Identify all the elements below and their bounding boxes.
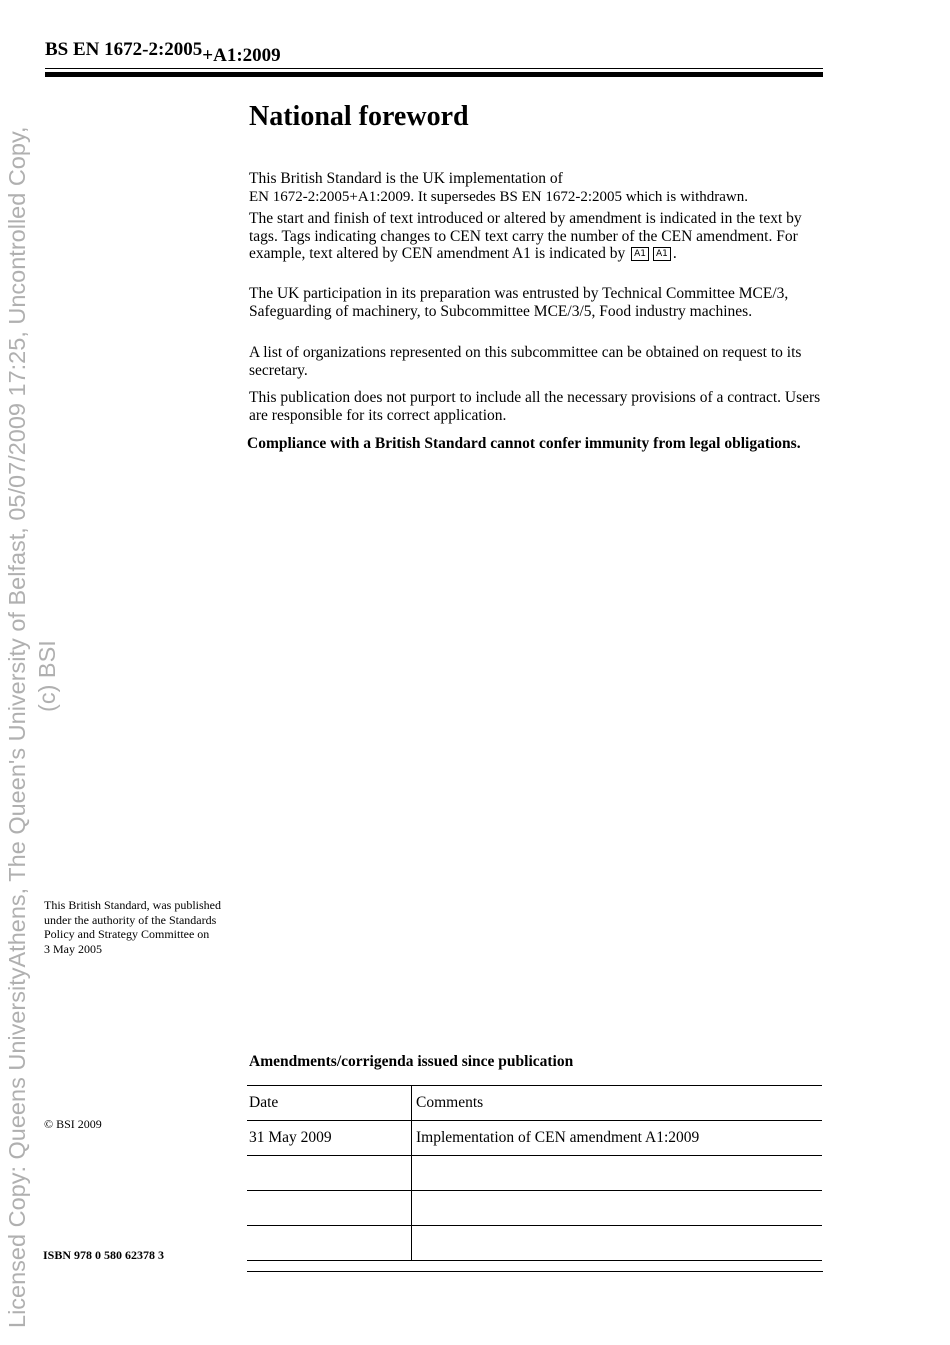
row-date: 31 May 2009 (247, 1121, 412, 1156)
header-rule-thin (45, 68, 823, 69)
compliance-statement: Compliance with a British Standard cannot confer immunity from legal obligations. (247, 435, 801, 452)
amendments-table (247, 1085, 822, 1261)
copyright: © BSI 2009 (44, 1117, 102, 1131)
paragraph-participation: The UK participation in its preparation was entrusted by Technical Committee MCE/3, Safeguarding of machinery, to Subcommittee MCE/3/5, Food industry machines. (249, 285, 789, 320)
p1-line-2-text: EN 1672-2:2005+A1:2009. It supersedes BS EN 1672-2:2005 which is (249, 188, 677, 205)
isbn: ISBN 978 0 580 62378 3 (43, 1248, 165, 1262)
watermark-line-2: (c) BSI (34, 640, 60, 712)
table-header-row (247, 1086, 822, 1121)
tag-open-icon: A1 (631, 247, 649, 261)
row-date (247, 1191, 412, 1226)
watermark-line-1: Licensed Copy: Queens UniversityAthens, The Queen's University of Belfast, 05/07/2009 17:25, Uncontrolled Copy, (4, 126, 30, 1328)
standard-number: BS EN 1672-2:2005 (45, 39, 203, 60)
publication-date: 3 May 2005 (44, 942, 102, 957)
bottom-rule (247, 1271, 823, 1272)
paragraph-implementation (249, 170, 829, 206)
tag-close-icon: A1 (653, 247, 671, 261)
p1-withdrawn: withdrawn. (680, 188, 748, 205)
row-comment (412, 1226, 823, 1261)
amendments-heading: Amendments/corrigenda issued since publication (249, 1053, 574, 1070)
header-rule-thick (45, 72, 823, 77)
amendment-number: +A1:2009 (202, 45, 281, 66)
column-header-comments: Comments (412, 1086, 823, 1121)
watermark (0, 0, 70, 1345)
running-header (45, 38, 281, 66)
paragraph-organizations: A list of organizations represented on this subcommittee can be obtained on request to its secretary. (249, 344, 802, 379)
row-date (247, 1156, 412, 1191)
p2-text: The start and finish of text introduced or altered by amendment is indicated in the text by tags. Tags indicating changes to CEN text carry the number of the CEN amendment. For example, text altered by CEN amendment A1 is indicated by (249, 210, 802, 262)
table-row (247, 1156, 822, 1191)
row-comment (412, 1156, 823, 1191)
row-comment (412, 1191, 823, 1226)
table-row (247, 1121, 822, 1156)
table-row (247, 1191, 822, 1226)
row-comment: Implementation of CEN amendment A1:2009 (412, 1121, 823, 1156)
page-title: National foreword (249, 101, 469, 132)
publication-note (44, 898, 234, 957)
p1-line-1: This British Standard is the UK implementation of (249, 170, 563, 187)
table-row (247, 1226, 822, 1261)
p2-end: . (672, 245, 677, 262)
column-header-date: Date (247, 1086, 412, 1121)
publication-note-text: This British Standard, was published under the authority of the Standards Policy and Strategy Committee on (44, 898, 221, 942)
row-date (247, 1226, 412, 1261)
paragraph-provisions: This publication does not purport to include all the necessary provisions of a contract. Users are responsible for its correct application. (249, 389, 821, 424)
paragraph-amendment-tags (249, 210, 824, 263)
p1-line-2 (249, 188, 829, 207)
